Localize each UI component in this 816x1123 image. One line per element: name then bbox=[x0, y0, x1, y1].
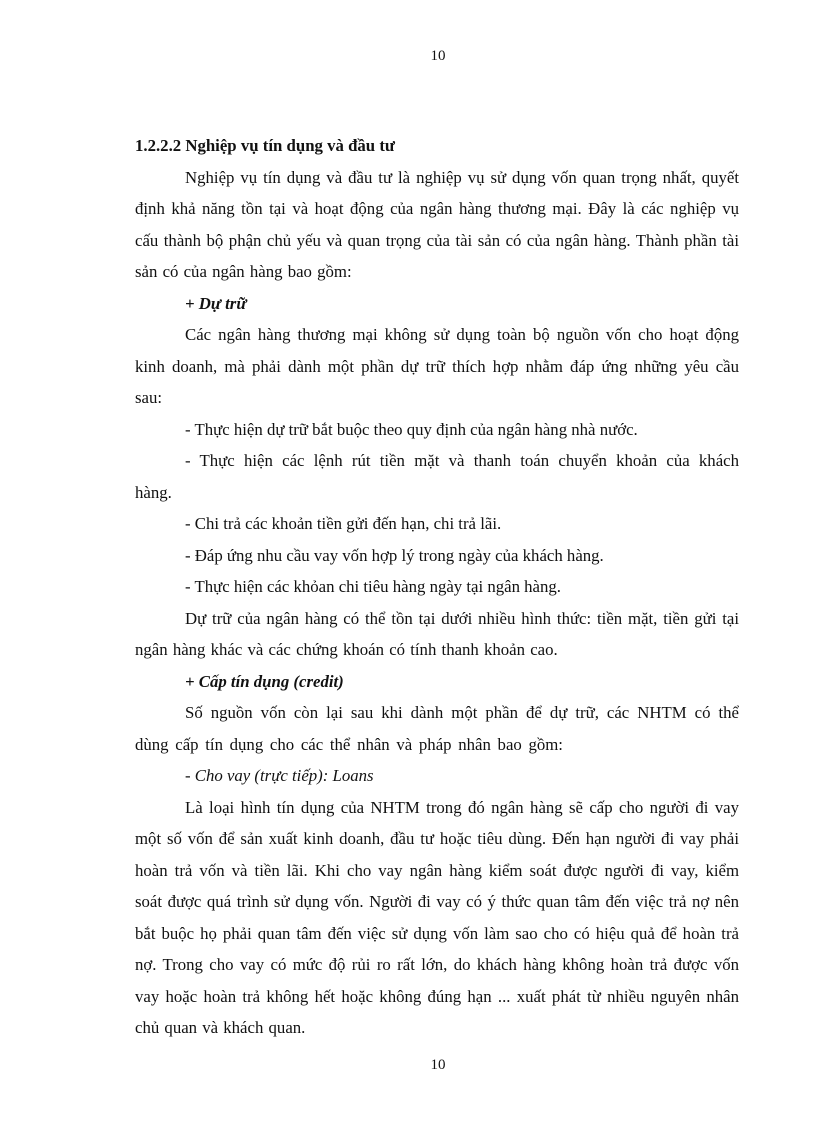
reserve-item-4: - Đáp ứng nhu cầu vay vốn hợp lý trong ngày của khách hàng. bbox=[185, 545, 604, 565]
intro-paragraph: Nghiệp vụ tín dụng và đầu tư là nghiệp vụ sử dụng vốn quan trọng nhất, quyết định khả năng tồn tại và hoạt động của ngân hàng thương mại. Đây là các nghiệp vụ cấu thành bộ phận chủ yếu và quan trọng của tài sản có của ngân hàng. Thành phần tài sản có của ngân hàng bao gồm: bbox=[135, 167, 739, 281]
reserve-item-5: - Thực hiện các khỏan chi tiêu hàng ngày tại ngân hàng. bbox=[185, 577, 561, 596]
page-number-top: 10 bbox=[430, 48, 446, 64]
reserve-forms: Dự trữ của ngân hàng có thể tồn tại dưới nhiều hình thức: tiền mặt, tiền gửi tại ngân hàng khác và các chứng khoán có tính thanh khoản cao. bbox=[135, 608, 739, 659]
loans-body: Là loại hình tín dụng của NHTM trong đó ngân hàng sẽ cấp cho người đi vay một số vốn để sản xuất kinh doanh, đầu tư hoặc tiêu dùng. Đến hạn người đi vay phải hoàn trả vốn và tiền lãi. Khi cho vay ngân hàng kiểm soát được người đi vay, kiểm soát được quá trình sử dụng vốn. Người đi vay có ý thức quan tâm đến việc trả nợ nên bắt buộc họ phải quan tâm đến việc sử dụng vốn làm sao cho có hiệu quả để hoàn trả nợ. Trong cho vay có mức độ rủi ro rất lớn, do khách hàng không hoàn trả được vốn vay hoặc hoàn trả không hết hoặc không đúng hạn ... xuất phát từ nhiều nguyên nhân chủ quan và khách quan. bbox=[135, 797, 739, 1037]
reserve-item-2: - Thực hiện các lệnh rút tiền mặt và thanh toán chuyển khoản của khách hàng. bbox=[135, 451, 739, 502]
reserve-item-1: - Thực hiện dự trữ bắt buộc theo quy định của ngân hàng nhà nước. bbox=[185, 419, 638, 439]
reserve-intro: Các ngân hàng thương mại không sử dụng toàn bộ nguồn vốn cho hoạt động kinh doanh, mà phải dành một phần dự trữ thích hợp nhằm đáp ứng những yêu cầu sau: bbox=[135, 325, 739, 407]
reserve-item-3: - Chi trả các khoản tiền gửi đến hạn, chi trả lãi. bbox=[185, 514, 502, 533]
section-heading: 1.2.2.2 Nghiệp vụ tín dụng và đầu tư bbox=[135, 136, 395, 155]
page-number-bottom: 10 bbox=[430, 1057, 446, 1073]
document-body bbox=[135, 130, 739, 1044]
loans-title: - Cho vay (trực tiếp): Loans bbox=[185, 766, 374, 785]
credit-intro: Số nguồn vốn còn lại sau khi dành một phần để dự trữ, các NHTM có thể dùng cấp tín dụng cho các thể nhân và pháp nhân bao gồm: bbox=[135, 703, 739, 754]
credit-title: + Cấp tín dụng (credit) bbox=[185, 671, 344, 691]
reserve-title: + Dự trữ bbox=[185, 293, 247, 313]
